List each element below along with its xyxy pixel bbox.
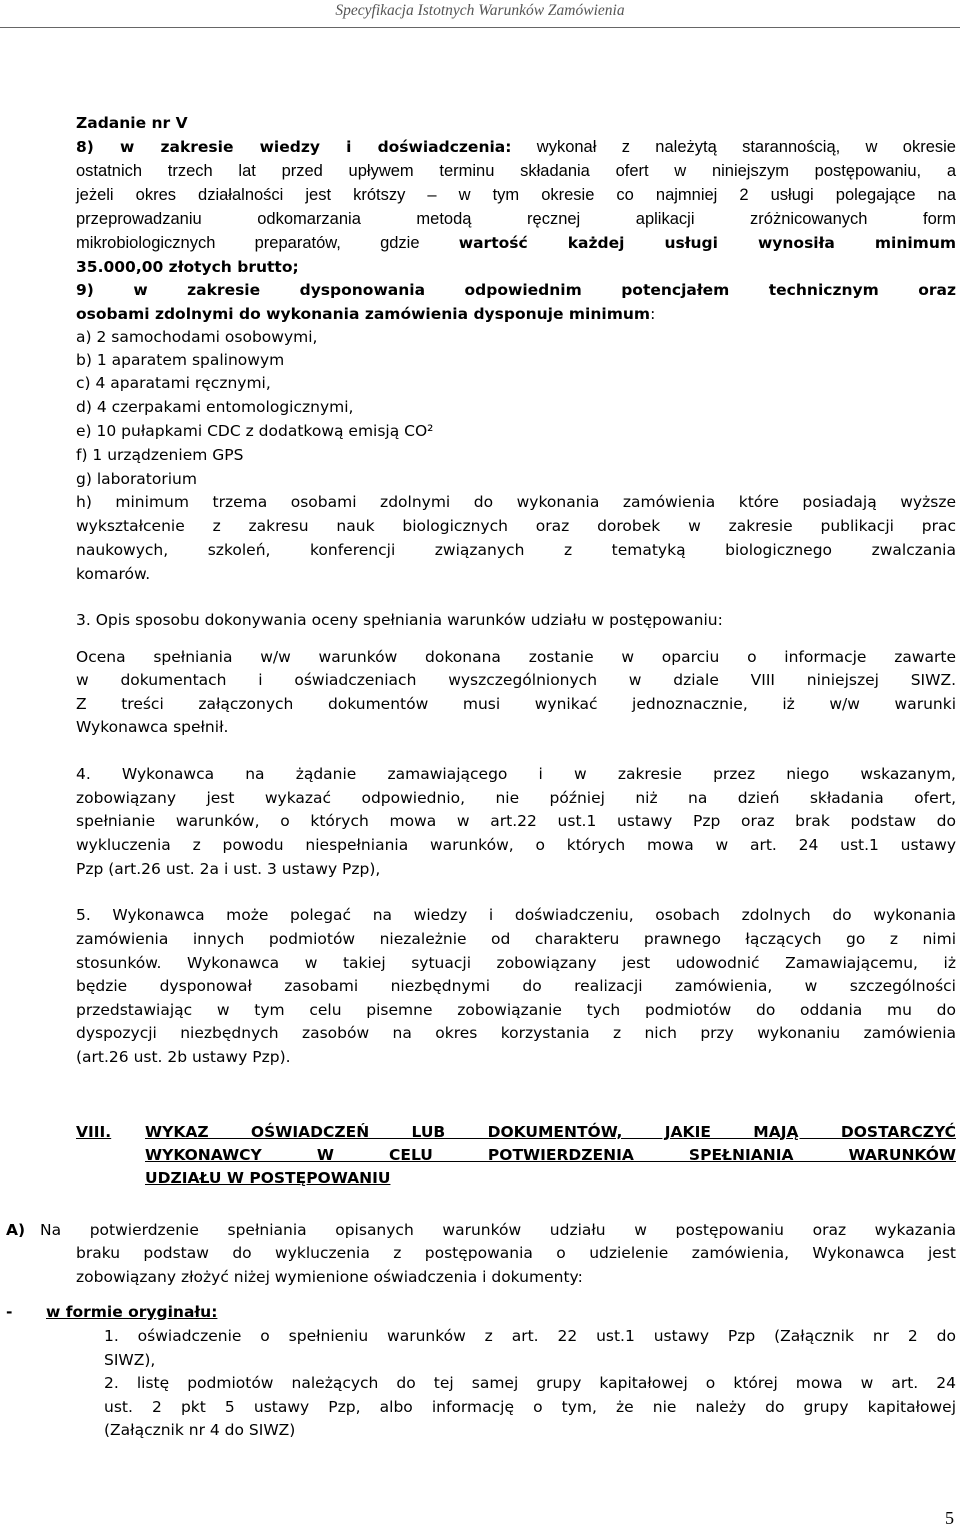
section-5-line-6: dyspozycji niezbędnych zasobów na okres korzystania z nich przy wykonaniu zamówienia xyxy=(76,1024,956,1042)
forma-item-1-line-1: 1. oświadczenie o spełnieniu warunków z art. 22 ust.1 ustawy Pzp (Załącznik nr 2 do xyxy=(104,1327,956,1345)
section-4-line-1: 4. Wykonawca na żądanie zamawiającego i w zakresie przez niego wskazanym, xyxy=(76,765,956,783)
section-4-line-4: wykluczenia z powodu niespełniania warunków, o których mowa w art. 24 ust.1 ustawy xyxy=(76,836,956,854)
section-5-line-5: przedstawiając w tym celu pisemne zobowiązanie tych podmiotów do oddania mu do xyxy=(76,1001,956,1019)
p8-line-3: jeżeli okres działalności jest krótszy – w tym okresie co najmniej 2 usługi polegające na xyxy=(76,186,956,204)
section-a-label: A) xyxy=(6,1221,26,1239)
section-a-line-3: zobowiązany złożyć niżej wymienione oświadczenia i dokumenty: xyxy=(76,1268,583,1286)
forma-item-2-line-3: (Załącznik nr 4 do SIWZ) xyxy=(104,1421,296,1439)
list-item-h-line-4: komarów. xyxy=(76,565,151,583)
forma-item-1-line-2: SIWZ), xyxy=(104,1351,156,1369)
section-3-line-2: w dokumentach i oświadczeniach wyszczególnionych w dziale VIII niniejszej SIWZ. xyxy=(76,671,956,689)
p9-line-2: osobami zdolnymi do wykonania zamówienia dysponuje minimum: xyxy=(76,305,656,323)
section-3-heading: 3. Opis sposobu dokonywania oceny spełniania warunków udziału w postępowaniu: xyxy=(76,611,723,629)
list-item-h-line-1: h) minimum trzema osobami zdolnymi do wykonania zamówienia które posiadają wyższe xyxy=(76,493,956,511)
list-item-e: e) 10 pułapkami CDC z dodatkową emisją CO² xyxy=(76,422,434,440)
section-5-line-4: będzie dysponował zasobami niezbędnymi do realizacji zamówienia, w szczególności xyxy=(76,977,956,995)
p8-line-6: 35.000,00 złotych brutto; xyxy=(76,258,299,276)
section-4-line-3: spełnianie warunków, o których mowa w art.22 ust.1 ustawy Pzp oraz brak podstaw do xyxy=(76,812,956,830)
section-8-title-line-1: WYKAZ OŚWIADCZEŃ LUB DOKUMENTÓW, JAKIE MAJĄ DOSTARCZYĆ xyxy=(145,1123,956,1141)
bullet-dash: - xyxy=(6,1303,13,1321)
list-item-h-line-3: naukowych, szkoleń, konferencji związanych z tematyką biologicznego zwalczania xyxy=(76,541,956,559)
section-a-line-2: braku podstaw do wykluczenia z postępowania o udzielenie zamówienia, Wykonawca jest xyxy=(76,1244,956,1262)
list-item-h-line-2: wykształcenie z zakresu nauk biologicznych oraz dorobek w zakresie publikacji prac xyxy=(76,517,956,535)
forma-item-2-line-1: 2. listę podmiotów należących do tej samej grupy kapitałowej o której mowa w art. 24 xyxy=(104,1374,956,1392)
p8-line-4: przeprowadzaniu odkomarzania metodą ręcznej aplikacji zróżnicowanych form xyxy=(76,210,956,228)
running-header: Specyfikacja Istotnych Warunków Zamówienia xyxy=(335,2,625,19)
p8-line-1: 8) w zakresie wiedzy i doświadczenia: wykonał z należytą starannością, w okresie xyxy=(76,138,956,156)
zadanie-heading: Zadanie nr V xyxy=(76,114,188,132)
list-item-f: f) 1 urządzeniem GPS xyxy=(76,446,244,464)
list-item-d: d) 4 czerpakami entomologicznymi, xyxy=(76,398,354,416)
page-number: 5 xyxy=(945,1508,954,1528)
list-item-c: c) 4 aparatami ręcznymi, xyxy=(76,374,271,392)
list-item-a: a) 2 samochodami osobowymi, xyxy=(76,328,318,346)
section-3-line-3: Z treści załączonych dokumentów musi wynikać jednoznacznie, iż w/w warunki xyxy=(76,695,956,713)
section-5-line-2: zamówienia innych podmiotów niezależnie od charakteru prawnego łączących go z nimi xyxy=(76,930,956,948)
p8-line-5: mikrobiologicznych preparatów, gdzie wartość każdej usługi wynosiła minimum xyxy=(76,234,957,252)
section-4-line-2: zobowiązany jest wykazać odpowiednio, nie później niż na dzień składania ofert, xyxy=(76,789,956,807)
p8-line-2: ostatnich trzech lat przed upływem terminu składania ofert w niniejszym postępowaniu, a xyxy=(76,162,956,180)
section-a-line-1: Na potwierdzenie spełniania opisanych warunków udziału w postępowaniu oraz wykazania xyxy=(40,1221,956,1239)
section-5-line-3: stosunków. Wykonawca w takiej sytuacji zobowiązany jest udowodnić Zamawiającemu, iż xyxy=(76,954,956,972)
list-item-b: b) 1 aparatem spalinowym xyxy=(76,351,285,369)
section-8-number: VIII. xyxy=(76,1123,112,1141)
section-5-line-1: 5. Wykonawca może polegać na wiedzy i doświadczeniu, osobach zdolnych do wykonania xyxy=(76,906,956,924)
header-rule xyxy=(0,27,960,28)
section-4-line-5: Pzp (art.26 ust. 2a i ust. 3 ustawy Pzp), xyxy=(76,860,381,878)
forma-label: w formie oryginału: xyxy=(46,1303,218,1321)
section-8-title-line-2: WYKONAWCY W CELU POTWIERDZENIA SPEŁNIANIA WARUNKÓW xyxy=(145,1146,956,1164)
section-8-title-line-3: UDZIAŁU W POSTĘPOWANIU xyxy=(145,1169,391,1187)
forma-item-2-line-2: ust. 2 pkt 5 ustawy Pzp, albo informację o tym, że nie należy do grupy kapitałowej xyxy=(104,1398,956,1416)
section-3-line-1: Ocena spełniania w/w warunków dokonana zostanie w oparciu o informacje zawarte xyxy=(76,648,956,666)
section-3-line-4: Wykonawca spełnił. xyxy=(76,718,229,736)
p9-line-1: 9) w zakresie dysponowania odpowiednim potencjałem technicznym oraz xyxy=(76,281,956,299)
section-5-line-7: (art.26 ust. 2b ustawy Pzp). xyxy=(76,1048,291,1066)
list-item-g: g) laboratorium xyxy=(76,470,197,488)
